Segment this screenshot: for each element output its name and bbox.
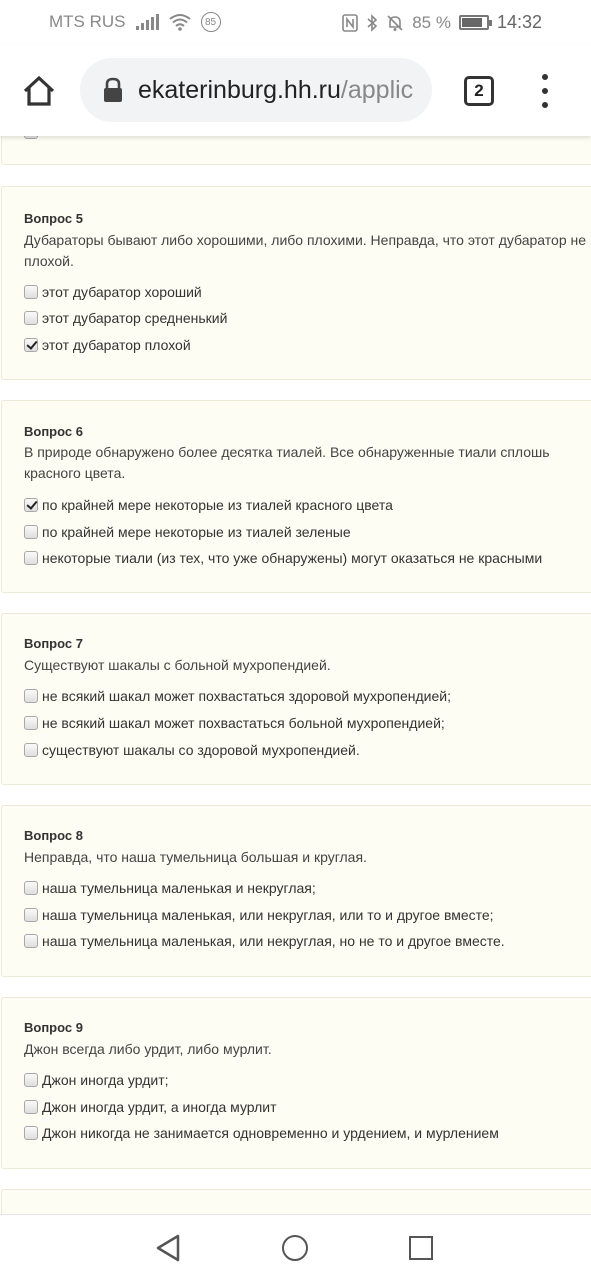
signal-icon <box>136 14 159 30</box>
url-path: /applic <box>340 75 414 104</box>
answer-option[interactable] <box>24 335 191 355</box>
url-host: ekaterinburg.hh.ru <box>138 75 341 104</box>
nfc-icon <box>342 14 358 32</box>
carrier-name: MTS RUS <box>49 12 126 31</box>
answer-label: наша тумельница маленькая и некруглая; <box>42 880 316 896</box>
back-icon[interactable] <box>154 1233 184 1263</box>
question-card-7 <box>1 613 591 785</box>
battery-percent: 85 % <box>412 12 451 32</box>
answer-option[interactable] <box>24 713 445 733</box>
home-icon[interactable] <box>22 74 56 108</box>
answer-checkbox[interactable] <box>24 1126 38 1140</box>
home-circle-icon[interactable] <box>282 1235 308 1261</box>
page-content <box>0 136 591 1214</box>
question-text: Существуют шакалы с больной мухропендией. <box>24 657 331 673</box>
answer-label: по крайней мере некоторые из тиалей зеленые <box>42 524 351 540</box>
question-text: Неправда, что наша тумельница большая и круглая. <box>24 849 367 865</box>
answer-label: не всякий шакал может похвастаться больной мухропендией; <box>42 715 445 731</box>
answer-checkbox[interactable] <box>24 934 38 948</box>
answer-label: некоторые тиали (из тех, что уже обнаружены) могут оказаться не красными <box>42 550 543 566</box>
question-card-8 <box>1 805 591 977</box>
answer-option[interactable] <box>24 878 316 898</box>
answer-checkbox[interactable] <box>24 716 38 730</box>
answer-label: Джон иногда урдит; <box>42 1072 169 1088</box>
answer-option[interactable] <box>24 308 227 328</box>
answer-option[interactable] <box>24 1097 277 1117</box>
status-left <box>49 12 221 32</box>
answer-checkbox[interactable] <box>24 498 38 512</box>
answer-checkbox[interactable] <box>24 136 38 139</box>
question-card-next <box>1 1189 591 1214</box>
answer-label: Джон иногда урдит, а иногда мурлит <box>42 1099 277 1115</box>
answer-label: этот дубаратор плохой <box>42 337 191 353</box>
question-title: Вопрос 9 <box>24 1020 83 1035</box>
mute-icon <box>386 14 404 32</box>
answer-option[interactable] <box>24 1123 499 1143</box>
answer-label: по крайней мере некоторые из тиалей красного цвета <box>42 497 393 513</box>
wifi-icon <box>169 13 191 31</box>
answer-label: Джон никогда не занимается одновременно и урдением, и мурлением <box>42 1125 499 1141</box>
system-nav-bar <box>0 1214 591 1280</box>
battery-icon <box>459 15 489 30</box>
status-bar <box>0 0 591 44</box>
bluetooth-icon <box>366 14 378 32</box>
answer-option[interactable] <box>24 548 542 568</box>
question-title: Вопрос 7 <box>24 636 83 651</box>
answer-option[interactable] <box>24 931 505 951</box>
answer-checkbox[interactable] <box>24 311 38 325</box>
answer-checkbox[interactable] <box>24 908 38 922</box>
question-title: Вопрос 5 <box>24 211 83 226</box>
answer-label: существуют шакалы со здоровой мухропендией. <box>42 742 360 758</box>
answer-option[interactable] <box>24 495 393 515</box>
url-text <box>138 76 413 105</box>
answer-label: наша тумельница маленькая, или некруглая, но не то и другое вместе. <box>42 933 505 949</box>
question-text: В природе обнаружено более десятка тиалей. Все обнаруженные тиали сплошь красного цвета. <box>24 444 550 481</box>
address-bar[interactable] <box>80 58 432 122</box>
question-card-6 <box>1 400 591 593</box>
answer-checkbox[interactable] <box>24 743 38 757</box>
question-title: Вопрос 8 <box>24 828 83 843</box>
answer-checkbox[interactable] <box>24 689 38 703</box>
recent-apps-icon[interactable] <box>409 1236 433 1260</box>
question-card-9 <box>1 997 591 1169</box>
answer-label: наша тумельница маленькая, или некруглая, или то и другое вместе; <box>42 907 494 923</box>
question-text: Джон всегда либо урдит, либо мурлит. <box>24 1041 272 1057</box>
answer-option[interactable] <box>24 740 360 760</box>
lock-icon <box>102 77 124 103</box>
answer-checkbox[interactable] <box>24 525 38 539</box>
answer-option[interactable] <box>24 282 202 302</box>
question-title: Вопрос 6 <box>24 424 83 439</box>
answer-checkbox[interactable] <box>24 551 38 565</box>
notification-badge: 85 <box>201 12 221 32</box>
answer-checkbox[interactable] <box>24 285 38 299</box>
answer-checkbox[interactable] <box>24 338 38 352</box>
answer-option[interactable] <box>24 686 451 706</box>
clock: 14:32 <box>496 12 542 32</box>
browser-toolbar <box>0 44 591 136</box>
answer-option[interactable] <box>24 1070 169 1090</box>
overflow-menu-icon[interactable] <box>538 74 552 108</box>
question-card-previous <box>1 136 591 165</box>
answer-option[interactable] <box>24 905 494 925</box>
question-text: Дубараторы бывают либо хорошими, либо плохими. Неправда, что этот дубаратор не плохой. <box>24 232 587 269</box>
answer-option[interactable] <box>24 522 351 542</box>
tab-switcher-button[interactable]: 2 <box>464 76 494 106</box>
question-card-5 <box>1 186 591 380</box>
answer-checkbox[interactable] <box>24 1073 38 1087</box>
battery-level <box>462 18 482 27</box>
answer-checkbox[interactable] <box>24 1100 38 1114</box>
status-right <box>342 12 542 33</box>
answer-checkbox[interactable] <box>24 881 38 895</box>
answer-label: этот дубаратор средненький <box>42 310 228 326</box>
answer-label: этот дубаратор хороший <box>42 284 202 300</box>
answer-label: не всякий шакал может похвастаться здоровой мухропендией; <box>42 688 452 704</box>
